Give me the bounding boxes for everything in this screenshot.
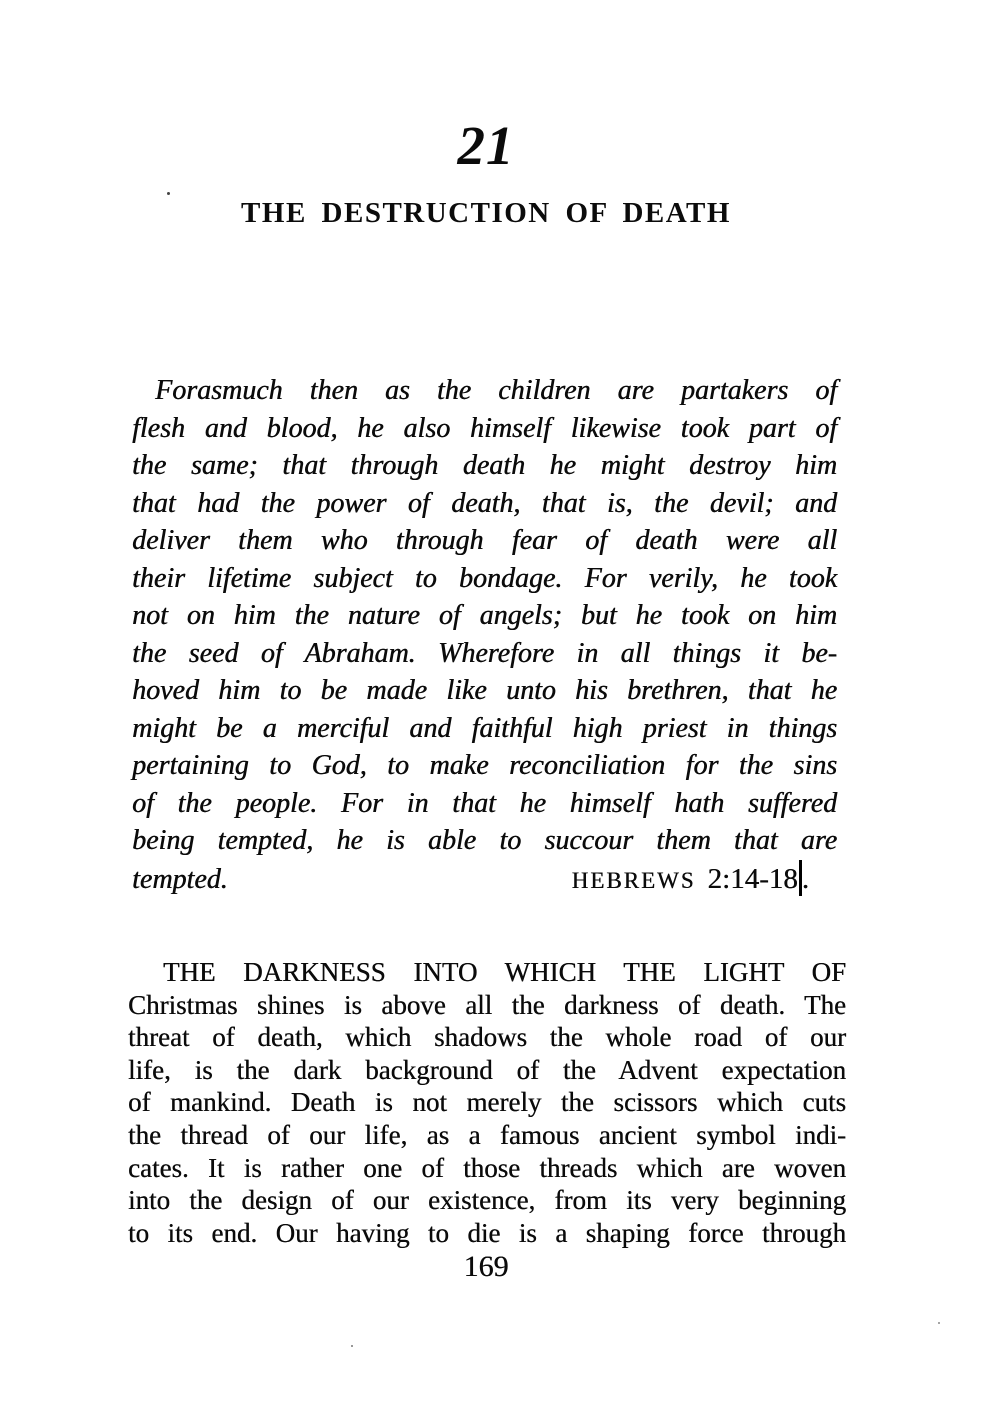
chapter-title: THE DESTRUCTION OF DEATH [241, 197, 731, 229]
body-line: of mankind. Death is not merely the scissors which cuts [128, 1087, 846, 1118]
epigraph-line: of the people. For in that he himself hath suffered [132, 787, 837, 819]
epigraph-line: being tempted, he is able to succour them that are [132, 825, 837, 856]
body-line: to its end. Our having to die is a shaping force through [128, 1217, 846, 1248]
epigraph-quote [132, 372, 837, 899]
epigraph-line: that had the power of death, that is, the devil; and [132, 487, 837, 519]
citation-book: HEBREWS [571, 867, 696, 893]
chapter-number: 21 [457, 115, 515, 176]
scripture-citation [572, 860, 837, 900]
epigraph-line: hoved him to be made like unto his brethren, that he [132, 675, 837, 706]
body-paragraph [128, 956, 846, 1249]
body-line: life, is the dark background of the Advent expectation [128, 1054, 846, 1085]
body-line: into the design of our existence, from its very beginning [128, 1185, 846, 1216]
body-line: Christmas shines is above all the darkness of death. The [128, 989, 846, 1020]
epigraph-line: pertaining to God, to make reconciliation for the sins [132, 750, 837, 781]
body-line: cates. It is rather one of those threads which are woven [128, 1152, 846, 1183]
citation-reference: 2:14-18 [707, 862, 798, 895]
epigraph-last-line [132, 860, 837, 900]
scan-speck [167, 192, 170, 195]
epigraph-line: their lifetime subject to bondage. For verily, he took [132, 562, 837, 594]
epigraph-line: not on him the nature of angels; but he took on him [132, 600, 837, 631]
epigraph-last-word: tempted. [132, 863, 228, 895]
scan-speck [351, 1345, 353, 1347]
epigraph-line: the seed of Abraham. Wherefore in all things it be- [132, 637, 837, 669]
page-number: 169 [463, 1250, 509, 1283]
epigraph-line: Forasmuch then as the children are partakers of [155, 375, 837, 406]
epigraph-line: flesh and blood, he also himself likewise took part of [132, 412, 837, 444]
epigraph-line: deliver them who through fear of death were all [132, 525, 837, 556]
epigraph-line: might be a merciful and faithful high priest in things [132, 712, 837, 744]
body-line: THE DARKNESS INTO WHICH THE LIGHT OF [163, 957, 846, 987]
scan-speck [938, 1322, 940, 1324]
body-line: threat of death, which shadows the whole road of our [128, 1022, 846, 1053]
body-line: the thread of our life, as a famous ancient symbol indi- [128, 1119, 846, 1150]
citation-period: . [801, 862, 809, 895]
epigraph-line: the same; that through death he might destroy him [132, 450, 837, 481]
